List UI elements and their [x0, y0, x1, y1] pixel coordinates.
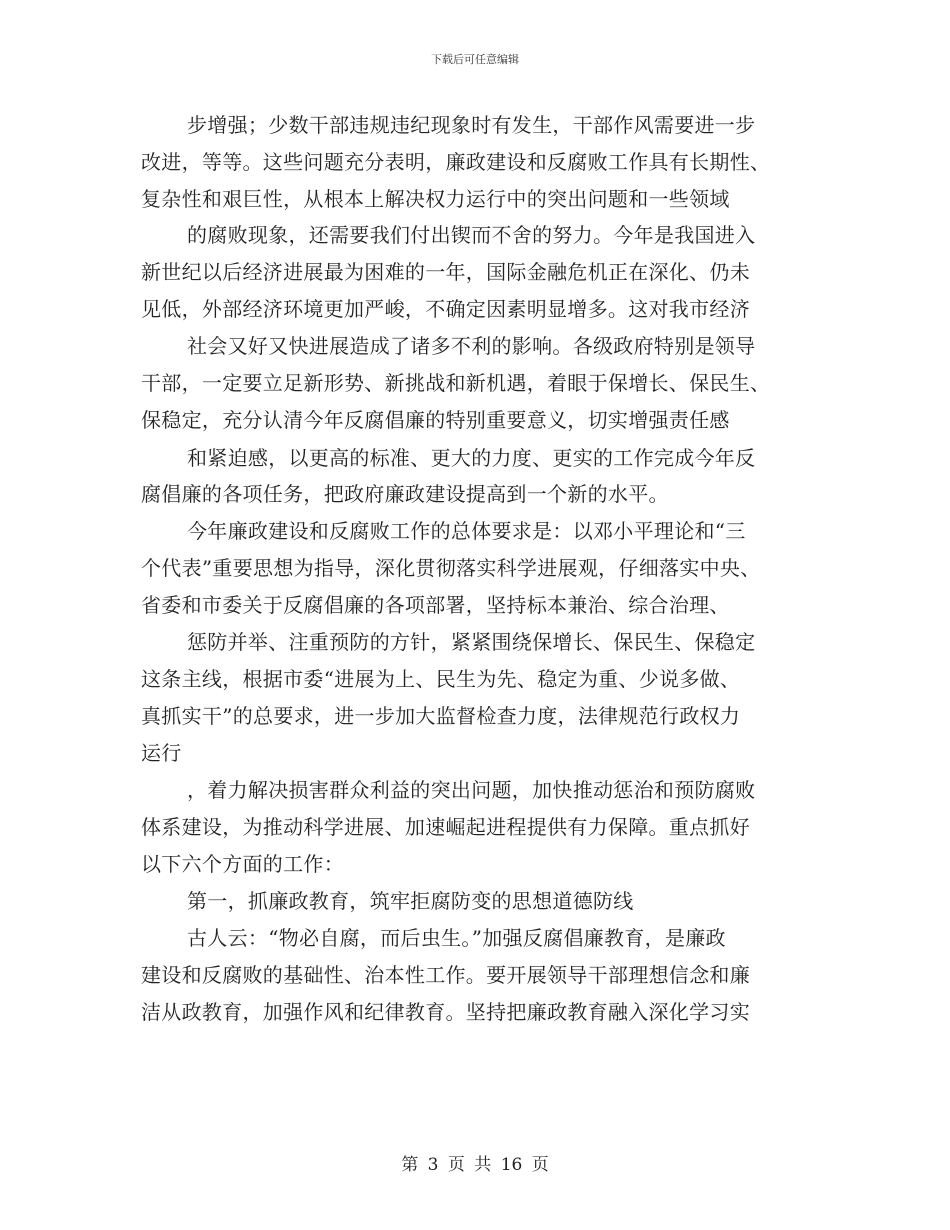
text-line: 以下六个方面的工作：	[141, 852, 344, 876]
text-line: 个代表”重要思想为指导，深化贯彻落实科学进展观，仔细落实中央、	[141, 556, 761, 580]
text-line: 体系建设，为推动科学进展、加速崛起进程提供有力保障。重点抓好	[141, 815, 750, 839]
text-line: 步增强；少数干部违规违纪现象时有发生，干部作风需要进一步	[187, 113, 756, 137]
text-line: 真抓实干”的总要求，进一步加大监督检查力度，法律规范行政权力	[141, 704, 741, 728]
text-line: 社会又好又快进展造成了诸多不利的影响。各级政府特别是领导	[187, 334, 756, 358]
text-line: 腐倡廉的各项任务，把政府廉政建设提高到一个新的水平。	[141, 482, 669, 506]
text-line: 古人云：“物必自腐，而后虫生。”加强反腐倡廉教育，是廉政	[187, 926, 726, 950]
text-line: ，着力解决损害群众利益的突出问题，加快推动惩治和预防腐败	[187, 778, 756, 802]
text-line: 这条主线，根据市委“进展为上、民生为先、稳定为重、少说多做、	[141, 667, 741, 691]
text-line: 保稳定，充分认清今年反腐倡廉的特别重要意义，切实增强责任感	[141, 408, 730, 432]
text-line: 省委和市委关于反腐倡廉的各项部署，坚持标本兼治、综合治理、	[141, 593, 730, 617]
text-line: 洁从政教育，加强作风和纪律教育。坚持把廉政教育融入深化学习实	[141, 1000, 750, 1024]
text-line: 新世纪以后经济进展最为困难的一年，国际金融危机正在深化、仍未	[141, 260, 750, 284]
text-line: 见低，外部经济环境更加严峻，不确定因素明显增多。这对我市经济	[141, 297, 750, 321]
text-line: 今年廉政建设和反腐败工作的总体要求是：以邓小平理论和“三	[187, 519, 746, 543]
text-line: 惩防并举、注重预防的方针，紧紧围绕保增长、保民生、保稳定	[187, 630, 756, 654]
text-line: 干部，一定要立足新形势、新挑战和新机遇，着眼于保增长、保民生、	[141, 371, 771, 395]
text-line: 改进，等等。这些问题充分表明，廉政建设和反腐败工作具有长期性、	[141, 150, 771, 174]
section-heading: 第一，抓廉政教育，筑牢拒腐防变的思想道德防线	[187, 889, 634, 913]
page-number-footer: 第 3 页 共 16 页	[401, 1155, 549, 1175]
text-line: 和紧迫感，以更高的标准、更大的力度、更实的工作完成今年反	[187, 446, 756, 470]
text-line: 复杂性和艰巨性，从根本上解决权力运行中的突出问题和一些领域	[141, 187, 730, 211]
text-line: 运行	[141, 741, 182, 765]
text-line: 建设和反腐败的基础性、治本性工作。要开展领导干部理想信念和廉	[141, 963, 750, 987]
page-header: 下载后可任意编辑	[431, 53, 519, 66]
text-line: 的腐败现象，还需要我们付出锲而不舍的努力。今年是我国进入	[187, 223, 756, 247]
